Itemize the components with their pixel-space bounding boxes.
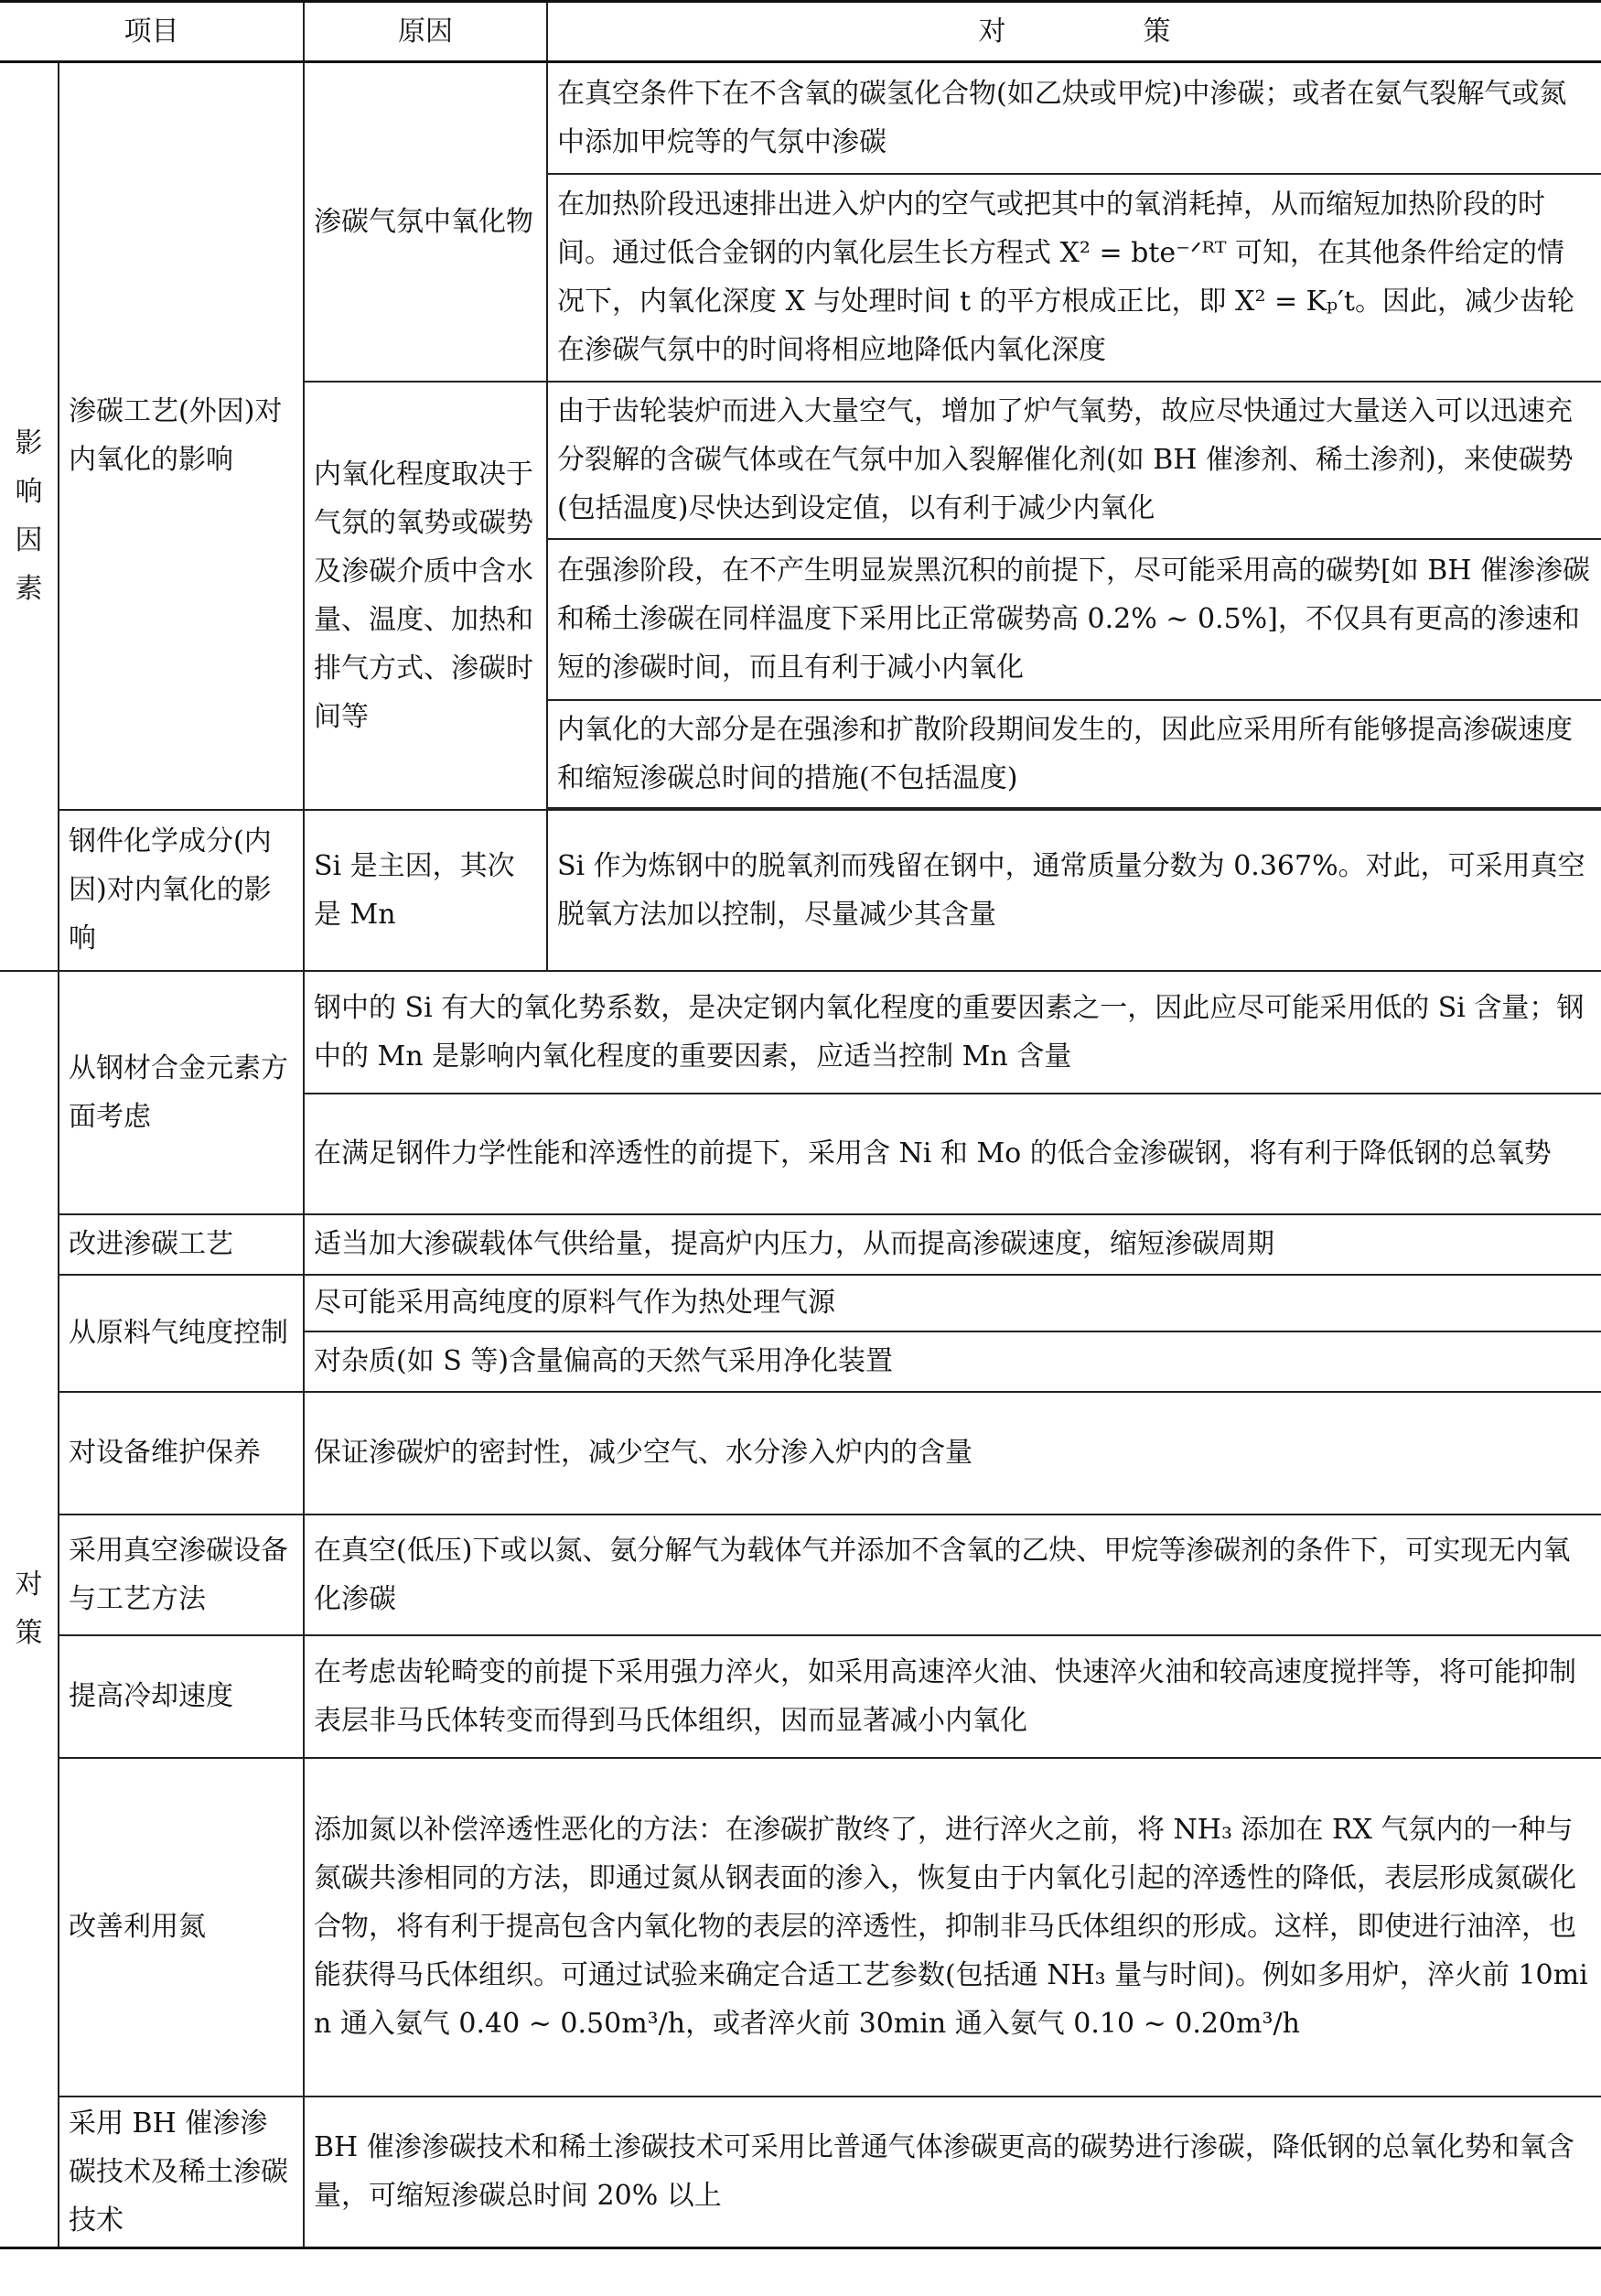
measure-cell: 在加热阶段迅速排出进入炉内的空气或把其中的氧消耗掉，从而缩短加热阶段的时间。通过低合金钢的内氧化层生长方程式 X² = bte⁻ᐟᴿᵀ 可知，在其他条件给定的情况下，内氧化深度 X 与处理时间 t 的平方根成正比，即 X² = Kₚ′t。因此，减少齿轮在渗碳气氛中的时间将相应地降低内氧化深度 [547,174,1601,382]
cm-label: 提高冷却速度 [59,1635,304,1758]
measure-cell: 对杂质(如 S 等)含量偏高的天然气采用净化装置 [304,1331,1601,1392]
measure-cell: 适当加大渗碳载体气供给量，提高炉内压力，从而提高渗碳速度，缩短渗碳周期 [304,1214,1601,1275]
cm-label: 对设备维护保养 [59,1392,304,1514]
table-row [0,62,1601,174]
measure-cell: 内氧化的大部分是在强渗和扩散阶段期间发生的，因此应采用所有能够提高渗碳速度和缩短渗碳总时间的措施(不包括温度) [547,700,1601,808]
table-row [0,1635,1601,1758]
measure-cell: 保证渗碳炉的密封性，减少空气、水分渗入炉内的含量 [304,1392,1601,1514]
group-countermeasures-label: 对策 [0,971,59,2248]
measure-cell: BH 催渗渗碳技术和稀土渗碳技术可采用比普通气体渗碳更高的碳势进行渗碳，降低钢的总氧化势和氧含量，可缩短渗碳总时间 20% 以上 [304,2097,1601,2248]
measure-cell: Si 作为炼钢中的脱氧剂而残留在钢中，通常质量分数为 0.367%。对此，可采用真空脱氧方法加以控制，尽量减少其含量 [547,810,1601,971]
table-row [0,1392,1601,1514]
header-cause: 原因 [304,2,547,62]
header-item: 项目 [0,2,304,62]
table-row [0,1275,1601,1331]
measure-cell: 在满足钢件力学性能和淬透性的前提下，采用含 Ni 和 Mo 的低合金渗碳钢，将有利于降低钢的总氧势 [304,1094,1601,1214]
measure-cell: 钢中的 Si 有大的氧化势系数，是决定钢内氧化程度的重要因素之一，因此应尽可能采用低的 Si 含量；钢中的 Mn 是影响内氧化程度的重要因素，应适当控制 Mn 含量 [304,971,1601,1094]
cm-label: 改善利用氮 [59,1758,304,2097]
header-measure: 对 策 [547,2,1601,62]
internal-factor-label: 钢件化学成分(内因)对内氧化的影响 [59,810,304,971]
cause-oxide-atmosphere: 渗碳气氛中氧化物 [304,62,547,382]
cm-label: 改进渗碳工艺 [59,1214,304,1275]
cause-oxidation-degree: 内氧化程度取决于气氛的氧势或碳势及渗碳介质中含水量、温度、加热和排气方式、渗碳时间等 [304,382,547,810]
table-row [0,2097,1601,2248]
measure-cell: 由于齿轮装炉而进入大量空气，增加了炉气氧势，故应尽快通过大量送入可以迅速充分裂解的含碳气体或在气氛中加入裂解催化剂(如 BH 催渗剂、稀土渗剂)，来使碳势(包括温度)尽快达到设定值，以有利于减少内氧化 [547,382,1601,539]
table-row [0,810,1601,971]
table-row [0,1514,1601,1635]
cm-label: 从原料气纯度控制 [59,1275,304,1392]
table-row [0,1758,1601,2097]
cm-label: 采用真空渗碳设备与工艺方法 [59,1514,304,1635]
table-header-row [0,2,1601,62]
measure-cell: 在真空(低压)下或以氮、氨分解气为载体气并添加不含氧的乙炔、甲烷等渗碳剂的条件下，可实现无内氧化渗碳 [304,1514,1601,1635]
measure-cell: 添加氮以补偿淬透性恶化的方法：在渗碳扩散终了，进行淬火之前，将 NH₃ 添加在 RX 气氛内的一种与氮碳共渗相同的方法，即通过氮从钢表面的渗入，恢复由于内氧化引起的淬透性的降低，表层形成氮碳化合物，将有利于提高包含内氧化物的表层的淬透性，抑制非马氏体组织的形成。这样，即使进行油淬，也能获得马氏体组织。可通过试验来确定合适工艺参数(包括通 NH₃ 量与时间)。例如多用炉，淬火前 10min 通入氨气 0.40 ~ 0.50m³/h，或者淬火前 30min 通入氨气 0.10 ~ 0.20m³/h [304,1758,1601,2097]
measure-cell: 在强渗阶段，在不产生明显炭黑沉积的前提下，尽可能采用高的碳势[如 BH 催渗渗碳和稀土渗碳在同样温度下采用比正常碳势高 0.2% ~ 0.5%]，不仅具有更高的渗速和短的渗碳时间，而且有利于减小内氧化 [547,539,1601,700]
measure-cell: 在真空条件下在不含氧的碳氢化合物(如乙炔或甲烷)中渗碳；或者在氨气裂解气或氮中添加甲烷等的气氛中渗碳 [547,62,1601,174]
group-factors-label: 影响因素 [0,62,59,971]
measure-cell: 在考虑齿轮畸变的前提下采用强力淬火，如采用高速淬火油、快速淬火油和较高速度搅拌等，将可能抑制表层非马氏体转变而得到马氏体组织，因而显著减小内氧化 [304,1635,1601,1758]
cm-label: 从钢材合金元素方面考虑 [59,971,304,1214]
cause-si-mn: Si 是主因，其次是 Mn [304,810,547,971]
measure-cell: 尽可能采用高纯度的原料气作为热处理气源 [304,1275,1601,1331]
external-factor-label: 渗碳工艺(外因)对内氧化的影响 [59,62,304,810]
table-row [0,1214,1601,1275]
table-row [0,971,1601,1094]
cm-label: 采用 BH 催渗渗碳技术及稀土渗碳技术 [59,2097,304,2248]
